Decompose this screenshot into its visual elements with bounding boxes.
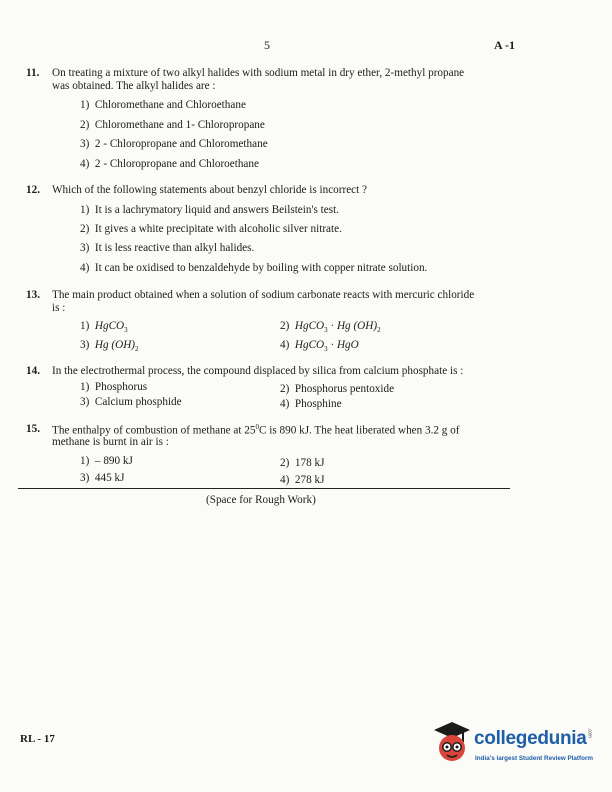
- formula: Hg (OH): [94, 339, 136, 351]
- option: [280, 457, 324, 469]
- question-text-cont: was obtained. The alkyl halides are :: [52, 80, 216, 92]
- page-number: 5: [264, 38, 270, 52]
- middle-dot: ·: [330, 320, 335, 332]
- question-text: In the electrothermal process, the compound displaced by silica from calcium phosphate is :: [52, 365, 464, 377]
- option: [80, 138, 268, 150]
- subscript: 3: [324, 326, 328, 335]
- option-number: 3): [80, 138, 90, 150]
- option-text: 278 kJ: [294, 474, 325, 486]
- question-number: 14.: [26, 365, 40, 377]
- collegedunia-logo: [432, 720, 602, 770]
- degree-sup: 0: [255, 423, 259, 431]
- option-text: 445 kJ: [94, 472, 125, 484]
- option-number: 1): [80, 204, 90, 216]
- option-number: 4): [80, 158, 90, 170]
- option-number: 3): [80, 472, 90, 484]
- option-text: 178 kJ: [294, 457, 325, 469]
- option: [280, 398, 342, 410]
- subscript: 3: [124, 326, 128, 335]
- option: [80, 320, 128, 334]
- question-text: On treating a mixture of two alkyl halides with sodium metal in dry ether, 2-methyl propane: [52, 67, 465, 79]
- formula: HgCO: [294, 320, 325, 332]
- option-text: 2 - Chloropropane and Chloroethane: [94, 158, 259, 170]
- option: [80, 339, 139, 353]
- option-number: 3): [80, 339, 90, 351]
- paper-code: A -1: [494, 38, 515, 52]
- option-text: It is a lachrymatory liquid and answers Beilstein's test.: [94, 204, 339, 216]
- question-text: [52, 423, 460, 437]
- option-number: 2): [80, 119, 90, 131]
- option-number: 3): [80, 396, 90, 408]
- option-text: It can be oxidised to benzaldehyde by boiling with copper nitrate solution.: [94, 262, 428, 274]
- option: [280, 320, 381, 334]
- option: [80, 204, 339, 216]
- subscript: 3: [324, 345, 328, 354]
- question-text: Which of the following statements about benzyl chloride is incorrect ?: [52, 184, 368, 196]
- option-text: Phosphine: [294, 398, 342, 410]
- mascot-icon: [432, 720, 472, 768]
- question-number: 12.: [26, 184, 40, 196]
- option-number: 1): [80, 320, 90, 332]
- option-number: 3): [80, 242, 90, 254]
- option-text: Calcium phosphide: [94, 396, 182, 408]
- logo-tld: .com: [586, 728, 593, 738]
- question-number: 13.: [26, 289, 40, 301]
- question-number: 11.: [26, 67, 40, 79]
- option-text: – 890 kJ: [94, 455, 133, 467]
- option-text: Phosphorus pentoxide: [294, 383, 395, 395]
- rough-work-label: (Space for Rough Work): [206, 494, 316, 506]
- option: [80, 119, 265, 131]
- option-text: It gives a white precipitate with alcoholic silver nitrate.: [94, 223, 342, 235]
- option-text: Chloromethane and 1- Chloropropane: [94, 119, 265, 131]
- option-number: 4): [80, 262, 90, 274]
- option-text: 2 - Chloropropane and Chloromethane: [94, 138, 268, 150]
- option-number: 4): [280, 398, 290, 410]
- option: [80, 99, 246, 111]
- option: [80, 472, 124, 484]
- question-text-post: C is 890 kJ. The heat liberated when 3.2 g of: [259, 424, 460, 437]
- question-text-pre: The enthalpy of combustion of methane at 25: [52, 424, 256, 437]
- option: [80, 158, 259, 170]
- formula: HgCO: [294, 339, 325, 351]
- middle-dot: ·: [330, 339, 335, 351]
- option-text: Chloromethane and Chloroethane: [94, 99, 246, 111]
- option-number: 2): [280, 383, 290, 395]
- divider-line: [18, 488, 510, 489]
- option: [80, 223, 342, 235]
- question-text-cont: is :: [52, 302, 66, 314]
- logo-tagline: India's largest Student Review Platform: [475, 755, 594, 762]
- subscript: 2: [377, 326, 381, 335]
- footer-code: RL - 17: [20, 733, 55, 745]
- subscript: 2: [135, 345, 139, 354]
- question-number: 15.: [26, 423, 40, 435]
- logo-name: collegedunia: [474, 728, 587, 749]
- option: [80, 262, 427, 274]
- option-number: 1): [80, 455, 90, 467]
- option-number: 2): [80, 223, 90, 235]
- option: [80, 396, 182, 408]
- option: [80, 242, 254, 254]
- question-text: The main product obtained when a solution of sodium carbonate reacts with mercuric chloride: [52, 289, 475, 301]
- option: [80, 381, 147, 393]
- option-number: 4): [280, 474, 290, 486]
- option: [280, 339, 359, 353]
- option: [280, 474, 324, 486]
- question-text-cont: methane is burnt in air is :: [52, 436, 169, 448]
- option-text: Phosphorus: [94, 381, 148, 393]
- formula: Hg (OH): [336, 320, 378, 332]
- formula: HgCO: [94, 320, 125, 332]
- formula: HgO: [336, 339, 359, 351]
- option-number: 1): [80, 99, 90, 111]
- logo-wordmark: [474, 728, 593, 750]
- option-number: 2): [280, 457, 290, 469]
- option-text: It is less reactive than alkyl halides.: [94, 242, 255, 254]
- option-number: 4): [280, 339, 290, 351]
- option-number: 1): [80, 381, 90, 393]
- option: [280, 383, 394, 395]
- option-number: 2): [280, 320, 290, 332]
- option: [80, 455, 133, 467]
